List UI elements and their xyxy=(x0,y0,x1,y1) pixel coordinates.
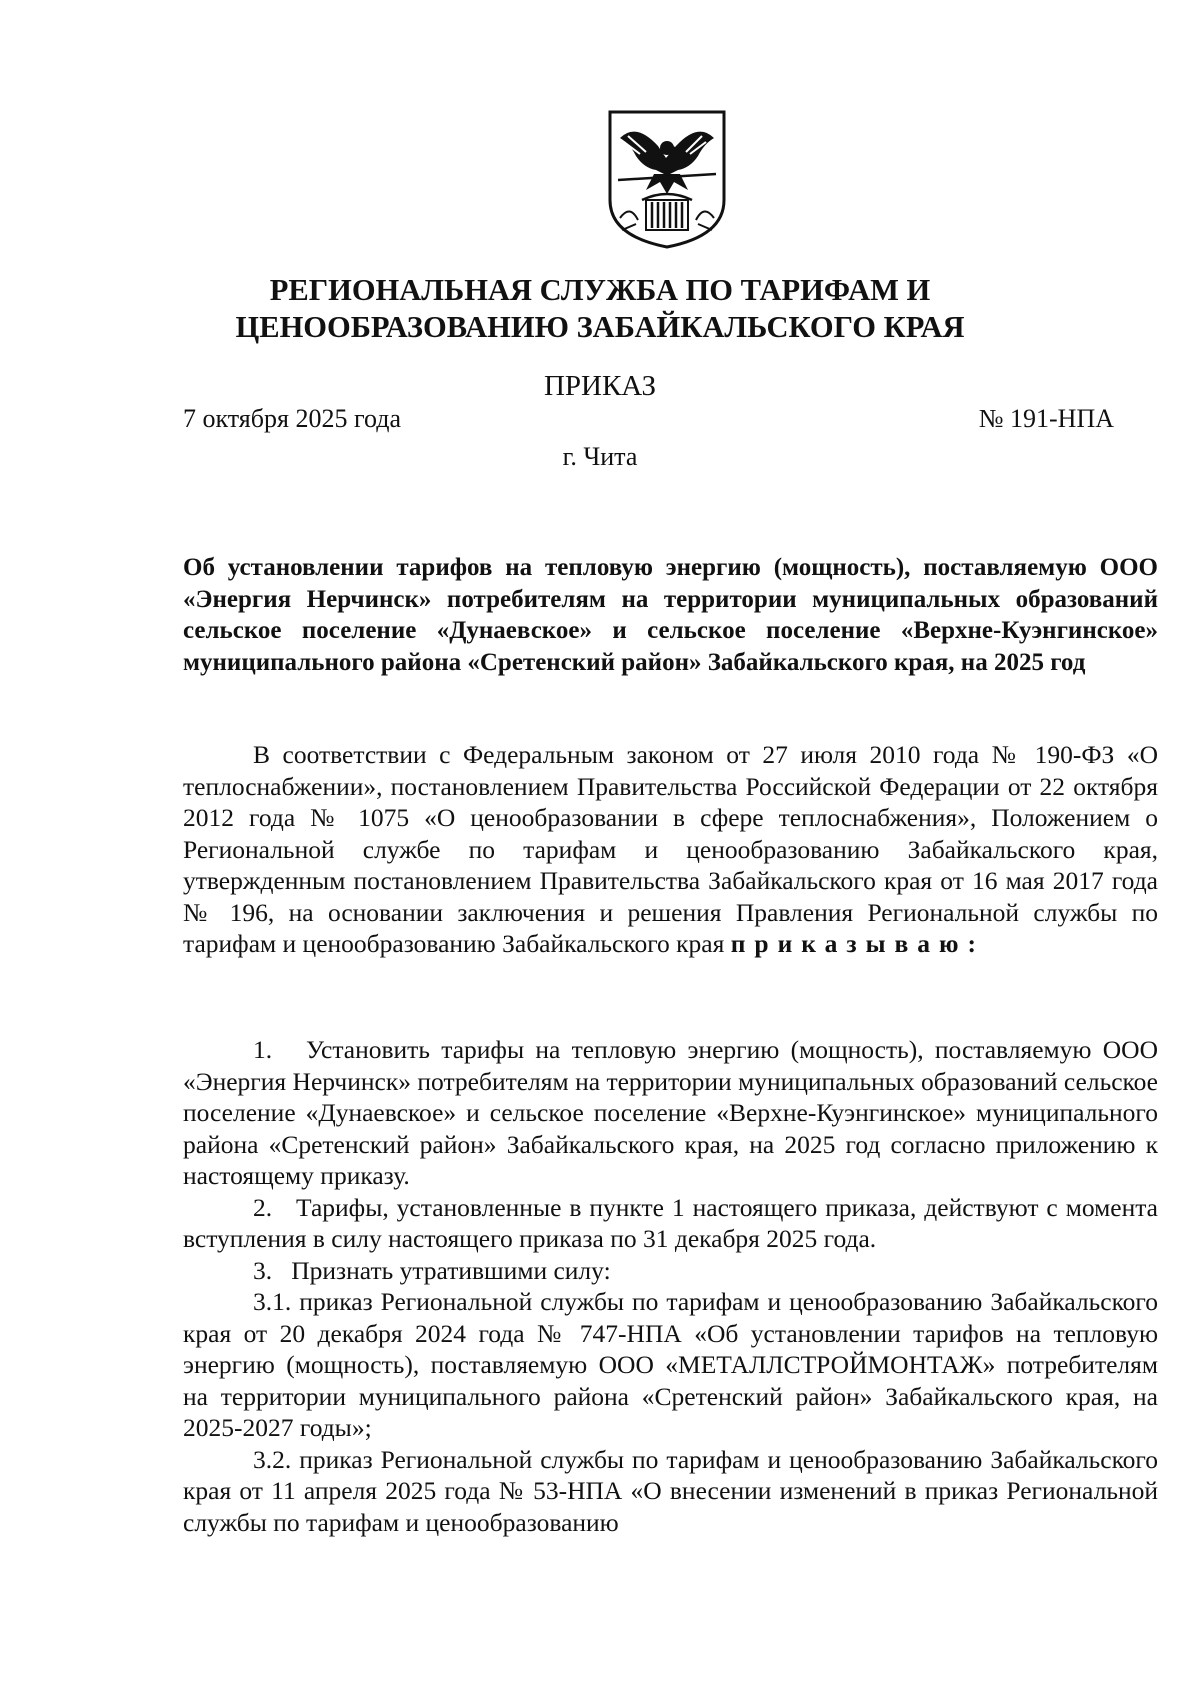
preamble xyxy=(183,739,1158,960)
organization-title-line2: ЦЕНООБРАЗОВАНИЮ ЗАБАЙКАЛЬСКОГО КРАЯ xyxy=(235,310,965,344)
order-items xyxy=(183,1034,1158,1538)
coat-of-arms-icon xyxy=(606,108,728,250)
order-item: 3.2. приказ Региональной службы по тарифам и ценообразованию Забайкальского края от 11 апреля 2025 года № 53-НПА «О внесении изменений в приказ Региональной службы по тарифам и ценообразованию xyxy=(183,1444,1158,1537)
organization-title xyxy=(0,272,1200,346)
order-city: г. Чита xyxy=(562,442,638,471)
document-type: ПРИКАЗ xyxy=(543,370,657,402)
order-number: № 191-НПА xyxy=(978,404,1114,433)
order-item: 2. Тарифы, установленные в пункте 1 настоящего приказа, действуют с момента вступления в силу настоящего приказа по 31 декабря 2025 года. xyxy=(183,1192,1158,1253)
order-item: 1. Установить тарифы на тепловую энергию (мощность), поставляемую ООО «Энергия Нерчинск» потребителям на территории муниципальных образований сельское поселение «Дунаевское» и сельское поселение «Верхне-Куэнгинское» муниципального района «Сретенский район» Забайкальского края, на 2025 год согласно приложению к настоящему приказу. xyxy=(183,1035,1158,1190)
order-subject: Об установлении тарифов на тепловую энергию (мощность), поставляемую ООО «Энергия Нерчинск» потребителям на территории муниципальных образований сельское поселение «Дунаевское» и сельское поселение «Верхне-Куэнгинское» муниципального района «Сретенский район» Забайкальского края, на 2025 год xyxy=(183,554,1158,676)
order-date: 7 октября 2025 года xyxy=(183,404,401,433)
order-item: 3.1. приказ Региональной службы по тарифам и ценообразованию Забайкальского края от 20 декабря 2024 года № 747-НПА «Об установлении тарифов на тепловую энергию (мощность), поставляемую ООО «МЕТАЛЛСТРОЙМОНТАЖ» потребителям на территории муниципального района «Сретенский район» Забайкальского края, на 2025-2027 годы»; xyxy=(183,1287,1158,1442)
organization-title-line1: РЕГИОНАЛЬНАЯ СЛУЖБА ПО ТАРИФАМ И xyxy=(269,273,931,307)
preamble-paragraph xyxy=(183,739,1158,960)
preamble-text: В соответствии с Федеральным законом от 27 июля 2010 года № 190-ФЗ «О теплоснабжении», постановлением Правительства Российской Федерации от 22 октября 2012 года № 1075 «О ценообразовании в сфере теплоснабжения», Положением о Региональной службе по тарифам и ценообразованию Забайкальского края, утвержденным постановлением Правительства Забайкальского края от 16 мая 2017 года № 196, на основании заключения и решения Правления Региональной службы по тарифам и ценообразованию Забайкальского края xyxy=(183,740,1158,958)
directive-word: приказываю: xyxy=(730,929,985,958)
order-item: 3. Признать утратившими силу: xyxy=(253,1255,611,1285)
